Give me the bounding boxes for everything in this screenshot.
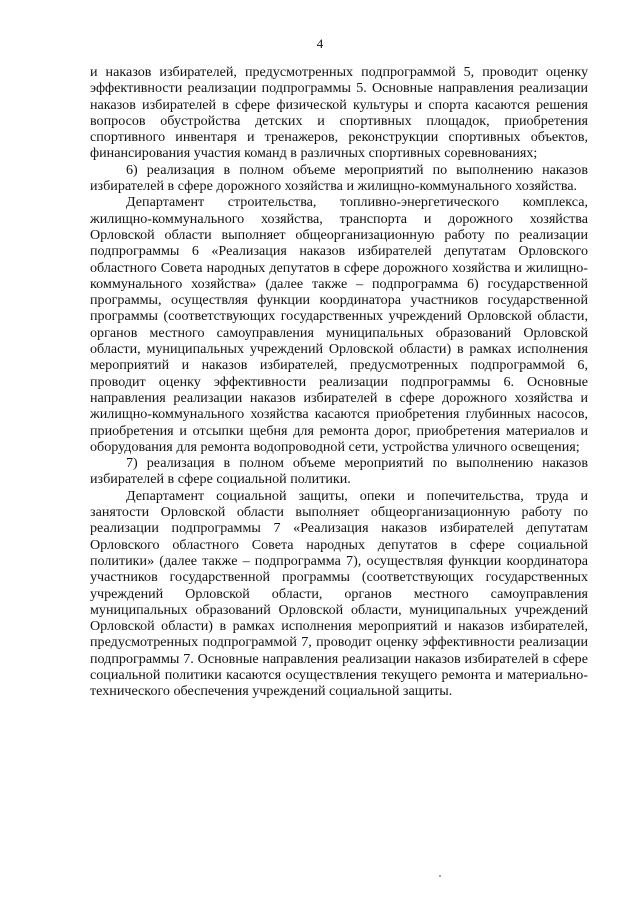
paragraph-item-7: 7) реализация в полном объеме мероприятий по выполнению наказов избирателей в сфере социальной политики. [90, 455, 588, 488]
page-number: 4 [316, 36, 324, 51]
document-body [90, 64, 588, 700]
paragraph-department-construction: Департамент строительства, топливно-энергетического комплекса, жилищно-коммунального хозяйства, транспорта и дорожного хозяйства Орловской области выполняет общеорганизационную работу по реализации подпрограммы 6 «Реализация наказов избирателей депутатам Орловского областного Совета народных депутатов в сфере дорожного хозяйства и жилищно-коммунального хозяйства» (далее также – подпрограмма 6) государственной программы, осуществляя функции координатора участников государственной программы (соответствующих государственных учреждений Орловской области, органов местного самоуправления муниципальных образований Орловской области, муниципальных учреждений Орловской области) в рамках исполнения мероприятий и наказов избирателей, предусмотренных подпрограммой 6, проводит оценку эффективности реализации подпрограммы 6. Основные направления реализации наказов избирателей в сфере дорожного хозяйства и жилищно-коммунального хозяйства касаются приобретения глубинных насосов, приобретения и отсыпки щебня для ремонта дорог, приобретения материалов и оборудования для ремонта водопроводной сети, устройства уличного освещения; [90, 194, 588, 455]
paragraph-department-social: Департамент социальной защиты, опеки и попечительства, труда и занятости Орловской области выполняет общеорганизационную работу по реализации подпрограммы 7 «Реализация наказов избирателей депутатам Орловского областного Совета народных депутатов в сфере социальной политики» (далее также – подпрограмма 7), осуществляя функции координатора участников государственной программы (соответствующих государственных учреждений Орловской области, органов местного самоуправления муниципальных образований Орловской области, муниципальных учреждений Орловской области) в рамках исполнения мероприятий и наказов избирателей, предусмотренных подпрограммой 7, проводит оценку эффективности реализации подпрограммы 7. Основные направления реализации наказов избирателей в сфере социальной политики касаются осуществления текущего ремонта и материально-технического обеспечения учреждений социальной защиты. [90, 487, 588, 700]
paragraph-item-6: 6) реализация в полном объеме мероприятий по выполнению наказов избирателей в сфере дорожного хозяйства и жилищно-коммунального хозяйства. [90, 161, 588, 195]
paragraph-continuation-subprogram-5: и наказов избирателей, предусмотренных подпрограммой 5, проводит оценку эффективности реализации подпрограммы 5. Основные направления реализации наказов избирателей в сфере физической культуры и спорта касаются решения вопросов обустройства детских и спортивных площадок, приобретения спортивного инвентаря и тренажеров, реконструкции спортивных объектов, финансирования участия команд в различных спортивных соревнованиях; [90, 64, 588, 162]
scan-speck [439, 875, 441, 877]
